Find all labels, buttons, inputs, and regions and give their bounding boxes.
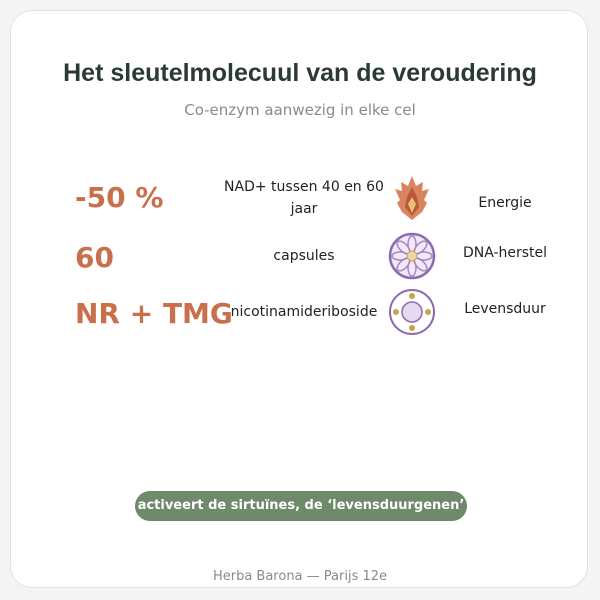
stat-value: NR + TMG	[75, 297, 233, 330]
stat-row-dna	[11, 231, 589, 281]
stat-row-energy	[11, 173, 589, 223]
flame-icon	[387, 173, 437, 223]
stat-description: NAD+ tussen 40 en 60 jaar	[224, 179, 384, 217]
cell-circle-icon	[387, 287, 437, 337]
info-card	[10, 10, 588, 588]
cell-flower-icon	[387, 231, 437, 281]
benefit-label: DNA-herstel	[462, 245, 548, 261]
stat-value: -50 %	[75, 181, 164, 214]
stat-value: 60	[75, 241, 114, 274]
page-title: Het sleutelmolecuul van de veroudering	[63, 59, 537, 87]
stat-row-longevity	[11, 287, 589, 337]
stat-description: nicotinamideriboside	[230, 304, 378, 320]
footer-credit: Herba Barona — Parijs 12e	[212, 569, 388, 584]
stat-description: capsules	[273, 248, 335, 264]
benefit-label: Levensduur	[464, 301, 546, 317]
benefit-label: Energie	[478, 195, 532, 211]
page-subtitle: Co-enzym aanwezig in elke cel	[184, 101, 416, 119]
sirtuin-badge: activeert de sirtuïnes, de ‘levensduurgenen’	[135, 491, 467, 521]
